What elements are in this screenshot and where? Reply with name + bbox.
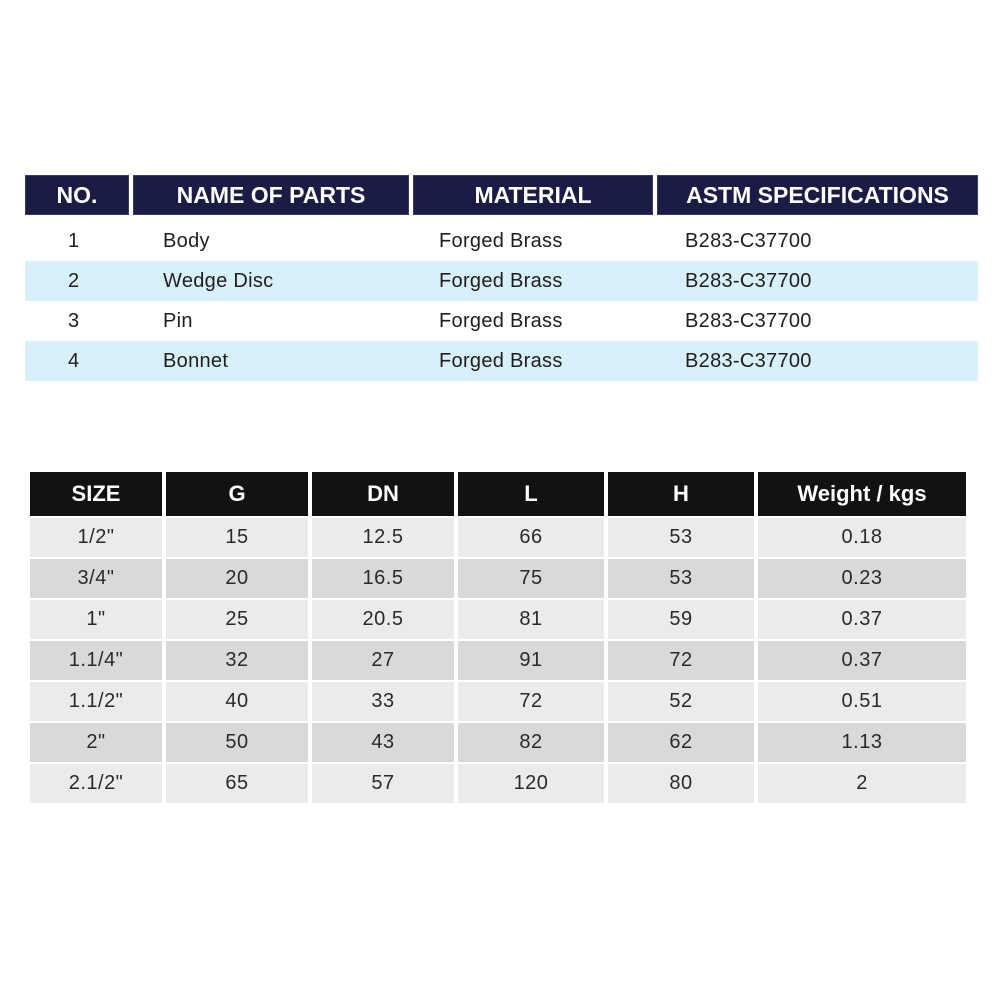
- header-dn: DN: [308, 472, 454, 516]
- part-material: Forged Brass: [409, 261, 653, 301]
- table-row: [25, 261, 978, 301]
- part-astm: B283-C37700: [653, 341, 978, 381]
- cell-dn: 12.5: [308, 516, 454, 557]
- cell-h: 53: [604, 516, 754, 557]
- cell-dn: 20.5: [308, 598, 454, 639]
- header-material: MATERIAL: [409, 175, 653, 215]
- cell-g: 15: [162, 516, 308, 557]
- part-material: Forged Brass: [439, 309, 563, 332]
- cell-l: 81: [454, 598, 604, 639]
- table-row: [30, 557, 966, 598]
- cell-size: 1/2": [30, 516, 162, 557]
- part-no: 2: [25, 261, 129, 301]
- part-astm: B283-C37700: [653, 261, 978, 301]
- cell-dn: 27: [308, 639, 454, 680]
- cell-g: 20: [162, 557, 308, 598]
- size-header-row: [30, 472, 966, 516]
- cell-dn: 33: [308, 680, 454, 721]
- cell-h: 62: [604, 721, 754, 762]
- cell-h: 52: [604, 680, 754, 721]
- cell-h: 53: [604, 557, 754, 598]
- cell-g: 32: [162, 639, 308, 680]
- part-name: Body: [163, 229, 210, 252]
- parts-header-row: [25, 175, 978, 215]
- header-h: H: [604, 472, 754, 516]
- cell-dn: 43: [308, 721, 454, 762]
- cell-size: 1.1/4": [30, 639, 162, 680]
- header-weight: Weight / kgs: [754, 472, 966, 516]
- header-astm-specifications: ASTM SPECIFICATIONS: [653, 175, 978, 215]
- cell-g: 50: [162, 721, 308, 762]
- table-row: [25, 301, 978, 341]
- cell-weight: 1.13: [754, 721, 966, 762]
- cell-l: 82: [454, 721, 604, 762]
- cell-l: 120: [454, 762, 604, 803]
- cell-weight: 0.37: [754, 598, 966, 639]
- cell-l: 91: [454, 639, 604, 680]
- table-row: [30, 639, 966, 680]
- part-no: 3: [68, 309, 80, 332]
- part-no: 4: [25, 341, 129, 381]
- cell-h: 59: [604, 598, 754, 639]
- cell-weight: 0.37: [754, 639, 966, 680]
- table-row: [30, 516, 966, 557]
- header-name-of-parts: NAME OF PARTS: [129, 175, 409, 215]
- cell-g: 65: [162, 762, 308, 803]
- header-l: L: [454, 472, 604, 516]
- cell-size: 3/4": [30, 557, 162, 598]
- table-row: [25, 221, 978, 261]
- cell-weight: 0.18: [754, 516, 966, 557]
- cell-weight: 2: [754, 762, 966, 803]
- cell-weight: 0.51: [754, 680, 966, 721]
- cell-size: 2": [30, 721, 162, 762]
- header-no: NO.: [25, 175, 129, 215]
- table-row: [30, 762, 966, 803]
- table-row: [30, 598, 966, 639]
- table-row: [25, 341, 978, 381]
- cell-size: 1": [30, 598, 162, 639]
- part-no: 1: [68, 229, 80, 252]
- cell-g: 40: [162, 680, 308, 721]
- part-material: Forged Brass: [439, 229, 563, 252]
- cell-dn: 16.5: [308, 557, 454, 598]
- cell-l: 66: [454, 516, 604, 557]
- header-g: G: [162, 472, 308, 516]
- cell-weight: 0.23: [754, 557, 966, 598]
- part-name: Pin: [163, 309, 193, 332]
- cell-l: 75: [454, 557, 604, 598]
- part-name: Wedge Disc: [129, 261, 409, 301]
- header-size: SIZE: [30, 472, 162, 516]
- part-astm: B283-C37700: [685, 309, 812, 332]
- table-row: [30, 721, 966, 762]
- cell-size: 2.1/2": [30, 762, 162, 803]
- table-row: [30, 680, 966, 721]
- part-astm: B283-C37700: [685, 229, 812, 252]
- cell-size: 1.1/2": [30, 680, 162, 721]
- cell-h: 80: [604, 762, 754, 803]
- part-name: Bonnet: [129, 341, 409, 381]
- part-material: Forged Brass: [409, 341, 653, 381]
- cell-g: 25: [162, 598, 308, 639]
- cell-l: 72: [454, 680, 604, 721]
- cell-dn: 57: [308, 762, 454, 803]
- size-table: [30, 472, 966, 803]
- parts-table: [25, 175, 978, 381]
- cell-h: 72: [604, 639, 754, 680]
